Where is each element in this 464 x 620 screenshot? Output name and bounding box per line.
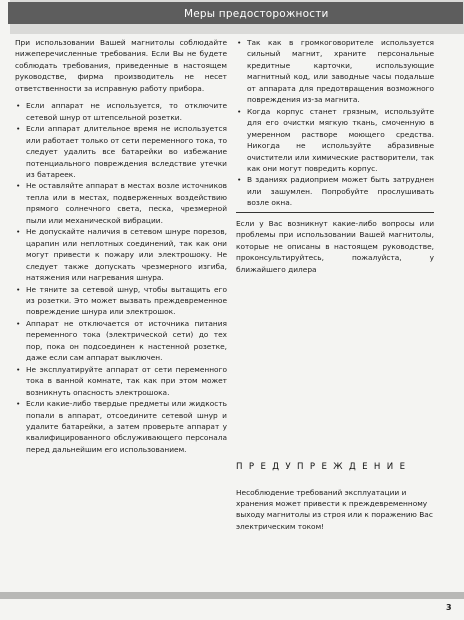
header-title-band	[8, 2, 463, 24]
list-item	[15, 226, 227, 283]
list-item-text: Если аппарат не используется, то отключите сетевой шнур от штепсельной розетки.	[26, 101, 227, 122]
list-item-text: В зданиях радиоприем может быть затруднен или зашумлен. Попробуйте прослушивать возле окна.	[247, 175, 434, 208]
bullet-icon: •	[16, 181, 21, 191]
bullet-icon: •	[237, 38, 242, 47]
list-item-text: Аппарат не отключается от источника питания переменного тока (электрической сети) до тех пор, пока он подсоединен к настенной розетке, даже если сам аппарат выключен.	[26, 318, 227, 363]
list-item	[236, 106, 434, 175]
list-item	[15, 364, 227, 398]
list-item-text: Когда корпус станет грязным, используйте для его очистки мягкую ткань, смоченную в умеренном растворе моющего средства. Никогда не используйте абразивные очистители или химические растворители, так как они могут повредить корпус.	[247, 106, 434, 173]
list-item-text: Если какие-либо твердые предметы или жидкость попали в аппарат, отсоедините сетевой шнур и удалите батарейки, а затем проверьте аппарат у квалифицированного обслуживающего персонала перед дальнейшим его использованием.	[26, 399, 227, 454]
right-column	[236, 37, 434, 281]
divider	[236, 212, 434, 213]
footer-band	[0, 592, 464, 599]
list-item-text: Не эксплуатируйте аппарат от сети переменного тока в ванной комнате, так как при этом может возникнуть опасность электрошока.	[26, 364, 227, 397]
warning-text: Несоблюдение требований эксплуатации и хранения может привести к преждевременному выходу магнитолы из строя или к поражению Вас электрическим током!	[236, 488, 433, 531]
left-column	[15, 37, 227, 455]
bullet-icon: •	[16, 318, 21, 328]
bullet-icon: •	[16, 284, 21, 294]
list-item	[15, 100, 227, 123]
list-item	[15, 123, 227, 180]
list-item	[15, 180, 227, 226]
list-item-text: Не оставляйте аппарат в местах возле источников тепла или в местах, подверженных воздействию прямого солнечного света, песка, чрезмерной пыли или механической вибрации.	[26, 181, 227, 225]
bullet-icon: •	[237, 106, 242, 116]
bullet-icon: •	[16, 399, 21, 409]
bullet-icon: •	[237, 175, 242, 185]
page-number: 3	[446, 603, 452, 612]
warning-title: ПРЕДУПРЕЖДЕНИЕ	[236, 462, 412, 472]
list-item-text: Не тяните за сетевой шнур, чтобы вытащить его из розетки. Это может вызвать преждевременное повреждение шнура или электрошок.	[26, 284, 227, 317]
intro-paragraph: При использовании Вашей магнитолы соблюдайте нижеперечисленные требования. Если Вы не будете соблюдать требования, приведенные в настоящем руководстве, фирма производитель не несет ответственности за исправную работу прибора.	[15, 38, 227, 93]
precautions-list-right	[236, 37, 434, 209]
list-item	[236, 174, 434, 208]
bullet-icon: •	[16, 101, 21, 111]
list-item	[15, 284, 227, 318]
bullet-icon: •	[16, 124, 21, 134]
list-item-text: Не допускайте наличия в сетевом шнуре порезов, царапин или неплотных соединений, так как они могут привести к пожару или электрошоку. Не следует также допускать чрезмерного изгиба, натяжения или нагревания шнура.	[26, 227, 227, 283]
page-title: Меры предосторожности	[184, 8, 329, 20]
list-item-text: Если аппарат длительное время не используется или работает только от сети переменного тока, то следует удалить все батарейки во избежание потенциального повреждения вследствие утечки из батареек.	[26, 124, 227, 179]
bullet-icon: •	[16, 364, 21, 374]
contact-note: Если у Вас возникнут какие-либо вопросы или проблемы при использовании Вашей магнитолы, которые не описаны в настоящем руководстве, проконсультируйтесь, пожалуйста, у ближайшего дилера	[236, 218, 434, 274]
precautions-list-left	[15, 100, 227, 455]
list-item	[15, 318, 227, 364]
list-item	[236, 37, 434, 106]
list-item	[15, 398, 227, 455]
bullet-icon: •	[16, 227, 21, 237]
list-item-text: Так как в громкоговорителе используется сильный магнит, храните персональные кредитные карточки, использующие магнитный код, или заводные часы подальше от аппарата для предотвращения возможного повреждения из-за магнита.	[247, 38, 434, 105]
